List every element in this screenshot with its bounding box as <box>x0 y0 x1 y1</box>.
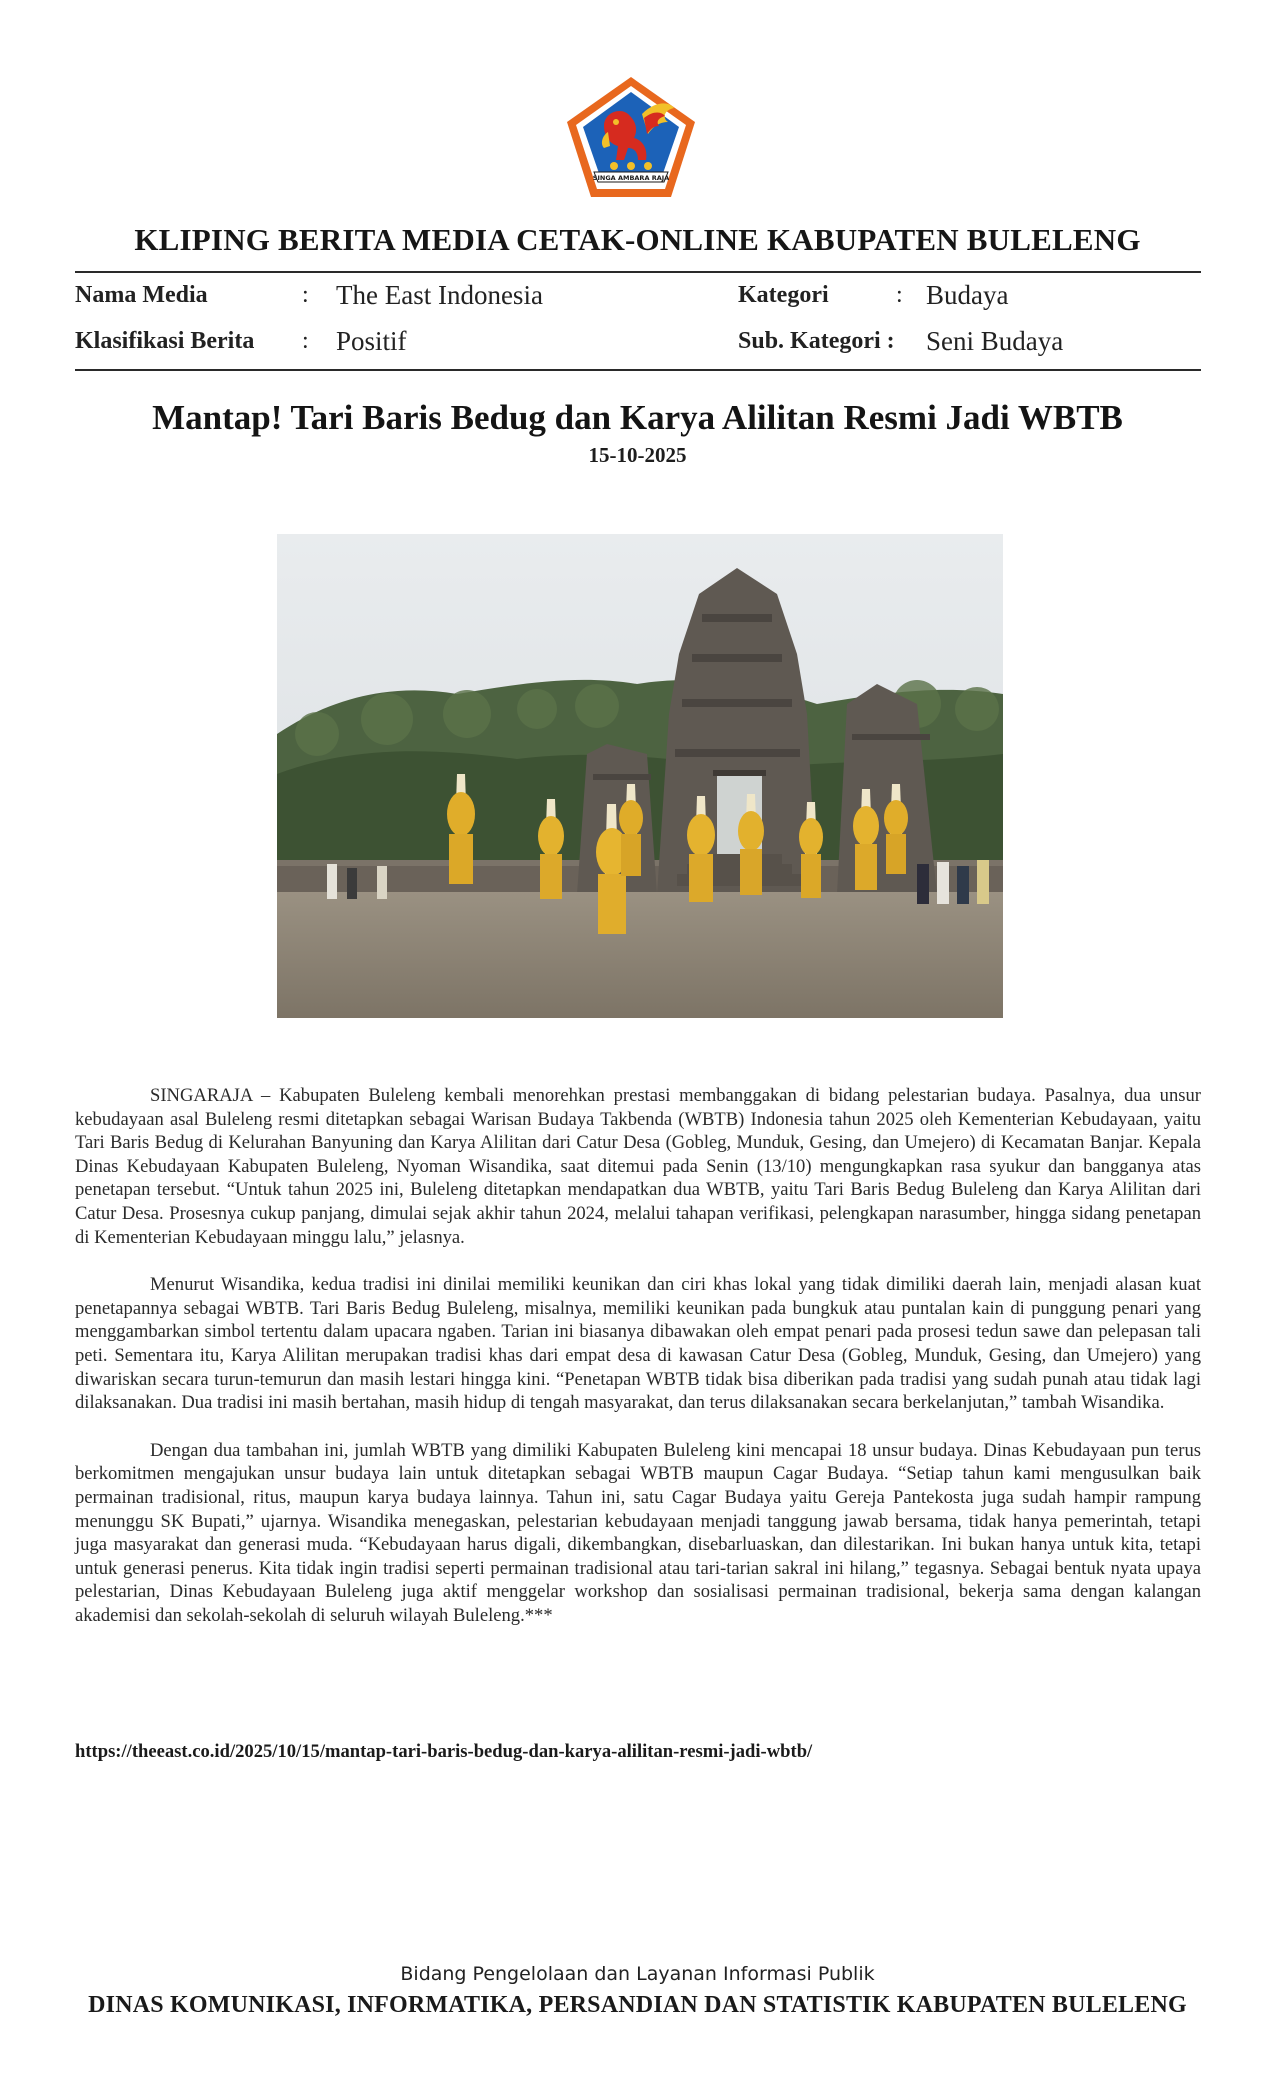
sub-category-value: Seni Budaya <box>926 326 1064 356</box>
logo-motto: SINGA AMBARA RAJA <box>592 174 670 182</box>
media-name-colon: : <box>302 282 309 308</box>
regency-logo <box>564 74 698 200</box>
article-paragraph-3: Dengan dua tambahan ini, jumlah WBTB yang dimiliki Kabupaten Buleleng kini mencapai 18 unsur budaya. Dinas Kebudayaan pun terus berkomitmen mengajukan unsur budaya lain untuk ditetapkan sebagai WBTB maupun Cagar Budaya. “Setiap tahun kami mengusulkan baik permainan tradisional, ritus, maupun karya budaya lainnya. Tahun ini, satu Cagar Budaya yaitu Gereja Pantekosta juga sudah hampir rampung menunggu SK Bupati,” ujarnya. Wisandika menegaskan, pelestarian kebudayaan menjadi tanggung jawab bersama, tidak hanya pemerintah, tetapi juga masyarakat dan generasi muda. “Kebudayaan harus digali, dikembangkan, disebarluaskan, dan dilestarikan. Ini bukan hanya untuk kita, tetapi untuk generasi penerus. Kita tidak ingin tradisi seperti permainan tradisional atau tari-tarian sakral ini hilang,” tegasnya. Sebagai bentuk nyata upaya pelestarian, Dinas Kebudayaan Buleleng juga aktif menggelar workshop dan sosialisasi permainan tradisional, bekerja sama dengan kalangan akademisi dan sekolah-sekolah di seluruh wilayah Buleleng.*** <box>75 1439 1201 1626</box>
header-top-divider <box>75 271 1201 273</box>
news-classification-label: Klasifikasi Berita <box>75 328 255 354</box>
source-url-link[interactable]: https://theeast.co.id/2025/10/15/mantap-tari-baris-bedug-dan-karya-alilitan-resmi-jadi-wbtb/ <box>75 1741 813 1762</box>
article-body <box>75 1084 1201 1651</box>
article-photo <box>277 534 1003 1018</box>
article-title: Mantap! Tari Baris Bedug dan Karya Alilitan Resmi Jadi WBTB <box>152 398 1123 437</box>
media-name-value: The East Indonesia <box>336 280 543 310</box>
category-label: Kategori <box>738 282 829 308</box>
article-date: 15-10-2025 <box>588 443 687 467</box>
footer-organization: DINAS KOMUNIKASI, INFORMATIKA, PERSANDIAN DAN STATISTIK KABUPATEN BULELENG <box>88 1992 1187 2018</box>
media-name-label: Nama Media <box>75 282 208 308</box>
category-colon: : <box>896 282 903 308</box>
temple-dancers-photo-icon <box>277 534 1003 1018</box>
category-value: Budaya <box>926 280 1009 310</box>
header-bottom-divider <box>75 369 1201 371</box>
clipping-header-title: KLIPING BERITA MEDIA CETAK-ONLINE KABUPATEN BULELENG <box>134 222 1141 257</box>
news-classification-value: Positif <box>336 326 407 356</box>
news-classification-colon: : <box>302 328 309 354</box>
sub-category-label: Sub. Kategori : <box>738 328 895 354</box>
singa-ambara-raja-emblem-icon <box>564 74 698 200</box>
article-paragraph-2: Menurut Wisandika, kedua tradisi ini dinilai memiliki keunikan dan ciri khas lokal yang tidak dimiliki daerah lain, menjadi alasan kuat penetapannya sebagai WBTB. Tari Baris Bedug Buleleng, misalnya, memiliki keunikan pada bungkuk atau puntalan kain di punggung penari yang menggambarkan simbol tertentu dalam upacara ngaben. Tarian ini biasanya dibawakan oleh empat penari pada prosesi tedun sawe dan pelepasan tali peti. Sementara itu, Karya Alilitan merupakan tradisi khas dari empat desa di kawasan Catur Desa (Gobleg, Munduk, Gesing, dan Umejero) yang diwariskan secara turun-temurun dan masih lestari hingga kini. “Penetapan WBTB tidak bisa diberikan pada tradisi yang sudah punah atau tidak lagi dilaksanakan. Dua tradisi ini masih bertahan, masih hidup di tengah masyarakat, dan terus dilaksanakan secara berkelanjutan,” tambah Wisandika. <box>75 1274 1201 1414</box>
article-paragraph-1: SINGARAJA – Kabupaten Buleleng kembali menorehkan prestasi membanggakan di bidang pelestarian budaya. Pasalnya, dua unsur kebudayaan asal Buleleng resmi ditetapkan sebagai Warisan Budaya Takbenda (WBTB) Indonesia tahun 2025 oleh Kementerian Kebudayaan, yaitu Tari Baris Bedug di Kelurahan Banyuning dan Karya Alilitan dari Catur Desa (Gobleg, Munduk, Gesing, dan Umejero) di Kecamatan Banjar. Kepala Dinas Kebudayaan Kabupaten Buleleng, Nyoman Wisandika, saat ditemui pada Senin (13/10) mengungkapkan rasa syukur dan bangganya atas penetapan tersebut. “Untuk tahun 2025 ini, Buleleng ditetapkan mendapatkan dua WBTB, yaitu Tari Baris Bedug Buleleng dan Karya Alilitan dari Catur Desa. Prosesnya cukup panjang, dimulai sejak akhir tahun 2024, melalui tahapan verifikasi, pelengkapan narasumber, hingga sidang penetapan di Kementerian Kebudayaan minggu lalu,” jelasnya. <box>75 1085 1201 1248</box>
footer-department: Bidang Pengelolaan dan Layanan Informasi Publik <box>400 1963 875 1985</box>
